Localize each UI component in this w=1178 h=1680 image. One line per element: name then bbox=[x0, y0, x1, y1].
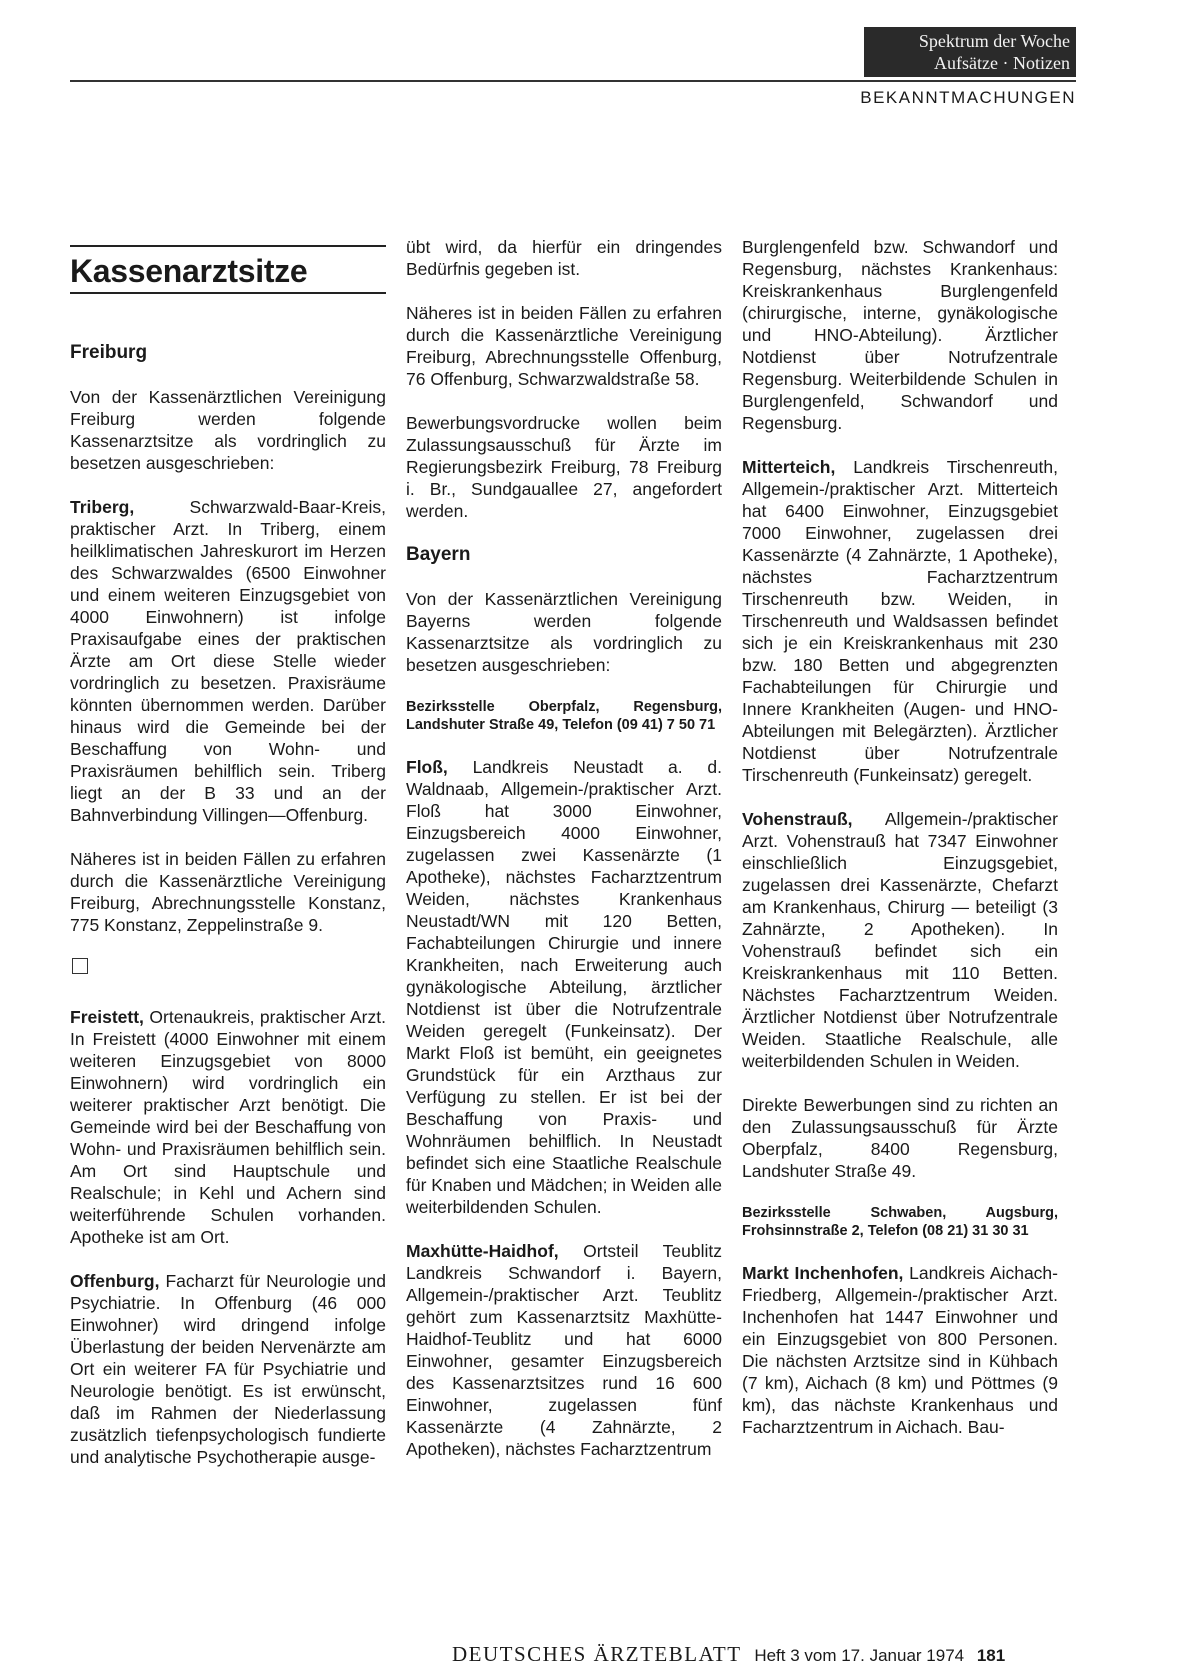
title-rule-bottom bbox=[70, 292, 386, 294]
section-label: BEKANNTMACHUNGEN bbox=[860, 88, 1076, 107]
badge-line-2: Aufsätze · Notizen bbox=[934, 53, 1070, 73]
place-name: Markt Inchenhofen, bbox=[742, 1263, 904, 1283]
place-name: Offenburg, bbox=[70, 1271, 160, 1291]
listing-triberg bbox=[70, 496, 386, 826]
article-title: Kassenarztsitze bbox=[70, 253, 308, 289]
listing-freistett bbox=[70, 1006, 386, 1248]
page-footer bbox=[452, 1642, 1005, 1667]
title-rule-top bbox=[70, 245, 386, 247]
magazine-name: DEUTSCHES ÄRZTEBLATT bbox=[452, 1642, 742, 1666]
listing-vohenstrauss bbox=[742, 808, 1058, 1072]
issue-info: Heft 3 vom 17. Januar 1974 bbox=[754, 1646, 965, 1665]
place-name: Triberg, bbox=[70, 497, 135, 517]
paragraph: Burglengenfeld bzw. Schwandorf und Regensburg, nächstes Krankenhaus: Kreiskrankenhaus Burglengenfeld (chirurgische, interne, gynäkologische und HNO-Abteilung). Ärztlicher Notdienst über Notrufzentrale Regensburg. Weiterbildende Schulen in Burglengenfeld, Schwandorf und Regensburg. bbox=[742, 237, 1058, 433]
listing-text: Facharzt für Neurologie und Psychiatrie. In Offenburg (46 000 Einwohner) wird dringend infolge Überlastung der beiden Nervenärzte am Ort ein weiterer FA für Psychiatrie und Neurologie benötigt. Es ist erwünscht, daß im Rahmen der Niederlassung zusätzlich tiefenpsychologisch fundierte und analytische Psychotherapie ausge- bbox=[70, 1271, 386, 1467]
paragraph: Näheres ist in beiden Fällen zu erfahren durch die Kassenärztliche Vereinigung Freiburg, Abrechnungsstelle Offenburg, 76 Offenburg, Schwarzwaldstraße 58. bbox=[406, 303, 722, 389]
listing-offenburg bbox=[70, 1270, 386, 1468]
bezirk-schwaben: Bezirksstelle Schwaben, Augsburg, Frohsinnstraße 2, Telefon (08 21) 31 30 31 bbox=[742, 1205, 1058, 1239]
heading-freiburg: Freiburg bbox=[70, 342, 148, 363]
badge-line-1: Spektrum der Woche bbox=[918, 31, 1070, 51]
separator-box-icon bbox=[72, 958, 88, 974]
listing-text: Ortenaukreis, praktischer Arzt. In Freistett (4000 Einwohner mit einem weiteren Einzugsgebiet von 8000 Einwohnern) wird vordringlich ein weiterer praktischer Arzt benötigt. Die Gemeinde wird bei der Beschaffung von Wohn- und Praxisräumen behilflich sein. Am Ort sind Hauptschule und Realschule; in Kehl und Achern sind weiterführende Schulen vorhanden. Apotheke ist am Ort. bbox=[70, 1007, 386, 1247]
place-name: Maxhütte-Haidhof, bbox=[406, 1241, 559, 1261]
page-number: 181 bbox=[976, 1646, 1006, 1665]
place-name: Floß, bbox=[406, 757, 448, 777]
place-name: Mitterteich, bbox=[742, 457, 836, 477]
paragraph: Direkte Bewerbungen sind zu richten an den Zulassungsausschuß für Ärzte Oberpfalz, 8400 Regensburg, Landshuter Straße 49. bbox=[742, 1095, 1058, 1181]
column-3 bbox=[742, 236, 1058, 1460]
place-name: Vohenstrauß, bbox=[742, 809, 853, 829]
header-rule bbox=[70, 80, 1076, 82]
listing-text: Landkreis Neustadt a. d. Waldnaab, Allgemein-/praktischer Arzt. Floß hat 3000 Einwohner, Einzugsbereich 4000 Einwohner, zugelassen zwei Kassenärzte (1 Apotheke), nächstes Facharztzentrum Weiden, nächstes Krankenhaus Neustadt/WN mit 120 Betten, Fachabteilungen Chirurgie und innere Krankheiten, nach Erweiterung auch gynäkologische Abteilung, ärztlicher Notdienst ist über die Notrufzentrale Weiden geregelt (Funkeinsatz). Der Markt Floß ist bemüht, ein geeignetes Grundstück für ein Arzthaus zur Verfügung zu stellen. Er ist bei der Beschaffung von Praxis- und Wohnräumen behilflich. In Neustadt befindet sich eine Staatliche Realschule für Knaben und Mädchen; in Weiden alle weiterbildenden Schulen. bbox=[406, 757, 722, 1217]
paragraph: Bewerbungsvordrucke wollen beim Zulassungsausschuß für Ärzte im Regierungsbezirk Freiburg, 78 Freiburg i. Br., Sundgauallee 27, angefordert werden. bbox=[406, 413, 722, 521]
listing-text: Allgemein-/praktischer Arzt. Vohenstrauß hat 7347 Einwohner einschließlich Einzugsgebiet, zugelassen drei Kassenärzte, Chefarzt am Krankenhaus, Chirurg — beteiligt (3 Zahnärzte, 2 Apotheken). In Vohenstrauß befindet sich ein Kreiskrankenhaus mit 110 Betten. Nächstes Facharztzentrum Weiden. Ärztlicher Notdienst über Notrufzentrale Weiden. Staatliche Realschule, alle weiterbildenden Schulen in Weiden. bbox=[742, 809, 1058, 1071]
listing-text: Landkreis Aichach-Friedberg, Allgemein-/praktischer Arzt. Inchenhofen hat 1447 Einwohner und ein Einzugsgebiet von 800 Personen. Die nächsten Arztsitze sind in Kühbach (7 km), Aichach (8 km) und Pöttmes (9 km), das nächste Krankenhaus und Facharztzentrum in Aichach. Bau- bbox=[742, 1263, 1058, 1437]
bezirk-oberpfalz: Bezirksstelle Oberpfalz, Regensburg, Landshuter Straße 49, Telefon (09 41) 7 50 71 bbox=[406, 699, 722, 733]
listing-text: Landkreis Tirschenreuth, Allgemein-/praktischer Arzt. Mitterteich hat 6400 Einwohner, Einzugsgebiet 7000 Einwohner, zugelassen drei Kassenärzte (4 Zahnärzte, 1 Apotheke), nächstes Facharztzentrum Tirschenreuth bzw. Weiden, in Tirschenreuth und Waldsassen befindet sich je ein Kreiskrankenhaus mit 230 bzw. 180 Betten und abgegrenzten Fachabteilungen für Chirurgie und Innere Krankheiten (Augen- und HNO-Abteilungen mit Belegärzten). Ärztlicher Notdienst über Notrufzentrale Tirschenreuth (Funkeinsatz) geregelt. bbox=[742, 457, 1058, 785]
paragraph: Von der Kassenärztlichen Vereinigung Bayerns werden folgende Kassenarztsitze als vordringlich zu besetzen ausgeschrieben: bbox=[406, 589, 722, 675]
paragraph: übt wird, da hierfür ein dringendes Bedürfnis gegeben ist. bbox=[406, 237, 722, 279]
listing-text: Schwarzwald-Baar-Kreis, praktischer Arzt. In Triberg, einem heilklimatischen Jahreskurort im Herzen des Schwarzwaldes (6500 Einwohner und einem weiteren Einzugsgebiet von 4000 Einwohnern) ist infolge Praxisaufgabe eines der praktischen Ärzte am Ort diese Stelle wieder vordringlich zu besetzen. Praxisräume könnten übernommen werden. Darüber hinaus wird die Gemeinde bei der Beschaffung von Wohn- und Praxisräumen behilflich sein. Triberg liegt an der B 33 und an der Bahnverbindung Villingen—Offenburg. bbox=[70, 497, 386, 825]
listing-maxhuette bbox=[406, 1240, 722, 1460]
section-badge bbox=[864, 27, 1076, 77]
column-1 bbox=[70, 342, 386, 1490]
listing-floss bbox=[406, 756, 722, 1218]
listing-text: Ortsteil Teublitz Landkreis Schwandorf i. Bayern, Allgemein-/praktischer Arzt. Teublitz gehört zum Kassenarztsitz Maxhütte-Haidhof-Teublitz und hat 6000 Einwohner, gesamter Einzugsbereich des Kassenarztsitzes rund 16 600 Einwohner, zugelassen fünf Kassenärzte (4 Zahnärzte, 2 Apotheken), nächstes Facharztzentrum bbox=[406, 1241, 722, 1459]
paragraph: Von der Kassenärztlichen Vereinigung Freiburg werden folgende Kassenarztsitze als vordringlich zu besetzen ausgeschrieben: bbox=[70, 387, 386, 473]
listing-inchenhofen bbox=[742, 1262, 1058, 1438]
column-2 bbox=[406, 236, 722, 1482]
heading-bayern: Bayern bbox=[406, 544, 471, 565]
listing-mitterteich bbox=[742, 456, 1058, 786]
place-name: Freistett, bbox=[70, 1007, 144, 1027]
paragraph: Näheres ist in beiden Fällen zu erfahren durch die Kassenärztliche Vereinigung Freiburg, Abrechnungsstelle Konstanz, 775 Konstanz, Zeppelinstraße 9. bbox=[70, 849, 386, 935]
